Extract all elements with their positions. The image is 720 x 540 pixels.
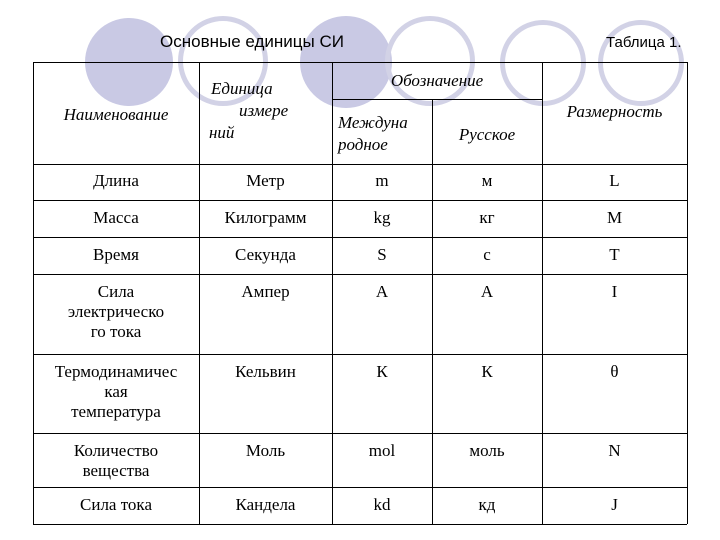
cell-intl: kg: [373, 208, 391, 227]
cell-name: [33, 282, 199, 342]
cell-name-line: Сила: [97, 282, 135, 301]
cell-unit: Моль: [245, 441, 286, 460]
cell-unit: Секунда: [235, 245, 296, 264]
header-designation: Обозначение: [390, 71, 484, 90]
cell-name-line: Термодинамичес: [54, 362, 178, 381]
decorative-ring: [500, 20, 586, 106]
cell-name: [33, 362, 199, 422]
cell-rus: моль: [469, 441, 505, 460]
page-title: Основные единицы СИ: [160, 32, 344, 51]
cell-name-line: вещества: [82, 461, 150, 480]
cell-rus: м: [481, 171, 493, 190]
cell-intl: kd: [373, 495, 391, 514]
cell-name-line: Время: [93, 245, 139, 264]
cell-dim: J: [611, 495, 618, 514]
cell-dim: T: [609, 245, 620, 264]
cell-name-line: Сила тока: [80, 495, 152, 514]
cell-rus: с: [483, 245, 491, 264]
cell-name: [33, 208, 199, 228]
cell-unit: Кельвин: [235, 362, 296, 381]
cell-name-line: Длина: [93, 171, 139, 190]
header-international: Междуна родное: [338, 113, 408, 154]
cell-name-line: Количество: [73, 441, 159, 460]
cell-unit: Килограмм: [224, 208, 307, 227]
cell-name-line: электрическо: [67, 302, 165, 321]
cell-unit: Ампер: [241, 282, 290, 301]
decorative-ring: [385, 16, 475, 106]
cell-name-line: температура: [71, 402, 161, 421]
cell-rus: кд: [478, 495, 496, 514]
cell-name-line: Масса: [93, 208, 139, 227]
cell-intl: К: [376, 362, 388, 381]
cell-intl: A: [375, 282, 389, 301]
cell-unit: Кандела: [235, 495, 296, 514]
cell-rus: К: [481, 362, 493, 381]
header-dimension: Размерность: [566, 102, 663, 121]
cell-name: [33, 495, 199, 515]
cell-intl: mol: [368, 441, 396, 460]
cell-name-line: кая: [104, 382, 128, 401]
cell-name-line: го тока: [90, 322, 142, 341]
cell-intl: m: [375, 171, 389, 190]
header-unit: Единица измере ний: [209, 79, 289, 142]
header-name: Наименование: [63, 105, 169, 124]
decorative-ring: [598, 20, 684, 106]
cell-name: [33, 245, 199, 265]
cell-rus: кг: [479, 208, 495, 227]
cell-dim: N: [608, 441, 621, 460]
table-number: Таблица 1.: [606, 34, 682, 51]
header-russian: Русское: [458, 125, 516, 144]
cell-dim: M: [606, 208, 623, 227]
cell-unit: Метр: [246, 171, 285, 190]
cell-dim: θ: [610, 362, 619, 381]
cell-name: [33, 171, 199, 191]
cell-dim: I: [611, 282, 618, 301]
cell-intl: S: [377, 245, 387, 264]
cell-rus: А: [480, 282, 494, 301]
cell-dim: L: [609, 171, 620, 190]
cell-name: [33, 441, 199, 481]
